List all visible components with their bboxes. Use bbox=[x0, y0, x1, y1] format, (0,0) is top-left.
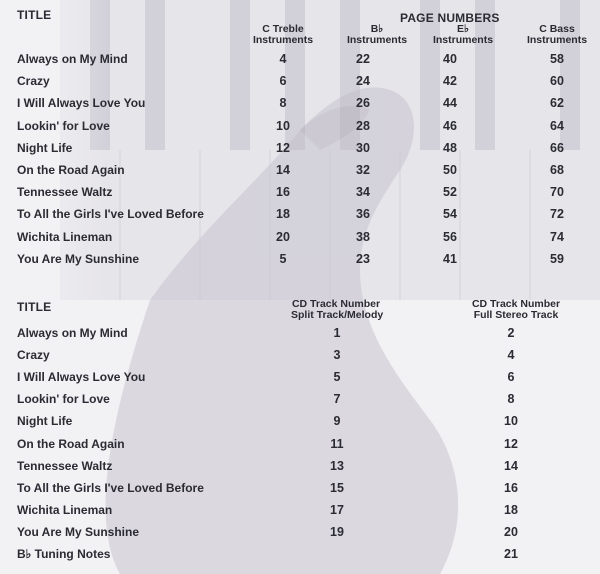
page-number-cell: 32 bbox=[356, 163, 370, 177]
column-header-line1: C Bass bbox=[539, 23, 575, 35]
page-number-cell: 56 bbox=[443, 229, 457, 244]
cd-track-cell: 13 bbox=[330, 458, 344, 473]
page-number-cell: 64 bbox=[550, 118, 564, 133]
cd-track-cell: 2 bbox=[507, 326, 515, 340]
cd-track-cell: 21 bbox=[504, 547, 518, 561]
page-number-cell: 41 bbox=[443, 251, 457, 266]
page-number-cell: 28 bbox=[356, 118, 370, 133]
song-title: Always on My Mind bbox=[17, 52, 128, 66]
song-title: I Will Always Love You bbox=[17, 96, 146, 111]
page-column-header bbox=[418, 24, 508, 46]
song-title: To All the Girls I've Loved Before bbox=[17, 207, 204, 222]
song-title: On the Road Again bbox=[17, 436, 125, 451]
page-number-cell: 59 bbox=[550, 251, 564, 266]
page-number-cell: 36 bbox=[356, 207, 370, 222]
cd-track-cell: 5 bbox=[333, 370, 341, 385]
page-number-cell: 58 bbox=[550, 52, 564, 66]
page-number-cell: 30 bbox=[356, 140, 370, 155]
column-header-line2: Full Stereo Track bbox=[473, 309, 559, 321]
column-header-line2: Instruments bbox=[526, 34, 588, 46]
song-title: Crazy bbox=[17, 74, 50, 89]
cd-track-cell: 6 bbox=[507, 370, 515, 385]
cd-track-cell: 14 bbox=[504, 458, 518, 473]
song-title: On the Road Again bbox=[17, 163, 125, 177]
column-header-line2: Instruments bbox=[432, 34, 494, 46]
page-number-cell: 16 bbox=[276, 185, 290, 200]
page-number-cell: 26 bbox=[356, 96, 370, 111]
song-title: Night Life bbox=[17, 414, 73, 429]
cd-track-cell: 9 bbox=[333, 414, 341, 429]
cd-track-cell: 18 bbox=[504, 502, 518, 517]
page-number-cell: 14 bbox=[276, 163, 290, 177]
page-number-cell: 44 bbox=[443, 96, 457, 111]
page-number-cell: 42 bbox=[443, 74, 457, 89]
page-number-cell: 8 bbox=[279, 96, 287, 111]
title-column-header: TITLE bbox=[17, 300, 52, 314]
page-number-cell: 12 bbox=[276, 140, 290, 155]
song-title: Lookin' for Love bbox=[17, 118, 110, 133]
page-number-cell: 48 bbox=[443, 140, 457, 155]
song-title: Lookin' for Love bbox=[17, 392, 110, 407]
cd-track-cell: 3 bbox=[333, 348, 341, 363]
page-number-cell: 54 bbox=[443, 207, 457, 222]
page-number-cell: 38 bbox=[356, 229, 370, 244]
page-number-cell: 18 bbox=[276, 207, 290, 222]
page-number-cell: 22 bbox=[356, 52, 370, 66]
column-header-line2: Split Track/Melody bbox=[291, 309, 384, 321]
page-number-cell: 52 bbox=[443, 185, 457, 200]
song-title: Tennessee Waltz bbox=[17, 185, 113, 200]
cd-track-cell: 1 bbox=[333, 326, 341, 340]
page-number-cell: 72 bbox=[550, 207, 564, 222]
page-number-cell: 74 bbox=[550, 229, 564, 244]
page-number-cell: 34 bbox=[356, 185, 370, 200]
page-number-cell: 5 bbox=[279, 251, 287, 266]
song-title: Wichita Lineman bbox=[17, 229, 113, 244]
song-title: To All the Girls I've Loved Before bbox=[17, 480, 204, 495]
page-number-cell: 68 bbox=[550, 163, 564, 177]
page-column-header bbox=[512, 24, 600, 46]
song-title: B♭ Tuning Notes bbox=[17, 547, 111, 561]
page-number-cell: 20 bbox=[276, 229, 290, 244]
column-header-line1: C Treble bbox=[262, 23, 304, 35]
cd-track-column-header bbox=[291, 298, 384, 321]
page-number-cell: 10 bbox=[276, 118, 290, 133]
title-column-header: TITLE bbox=[17, 8, 52, 22]
cd-track-cell: 10 bbox=[504, 414, 518, 429]
cd-track-cell: 12 bbox=[504, 436, 518, 451]
page-number-cell: 60 bbox=[550, 74, 564, 89]
cd-track-cell: 16 bbox=[504, 480, 518, 495]
page-number-cell: 6 bbox=[279, 74, 287, 89]
column-header-line1: B♭ bbox=[370, 23, 384, 35]
column-header-line1: CD Track Number bbox=[471, 298, 561, 310]
page-number-cell: 4 bbox=[279, 52, 287, 66]
cd-track-cell: 19 bbox=[330, 524, 344, 539]
song-title: I Will Always Love You bbox=[17, 370, 146, 385]
page-number-cell: 23 bbox=[356, 251, 370, 266]
cd-track-cell: 7 bbox=[333, 392, 341, 407]
song-title: You Are My Sunshine bbox=[17, 524, 140, 539]
page-number-cell: 62 bbox=[550, 96, 564, 111]
song-title: Tennessee Waltz bbox=[17, 458, 113, 473]
column-header-line1: E♭ bbox=[457, 23, 469, 35]
song-title: You Are My Sunshine bbox=[17, 251, 140, 266]
column-header-line1: CD Track Number bbox=[291, 298, 381, 310]
page-numbers-header: PAGE NUMBERS bbox=[400, 11, 500, 25]
page-number-cell: 24 bbox=[356, 74, 370, 89]
page-column-header bbox=[238, 24, 328, 46]
page-number-cell: 46 bbox=[443, 118, 457, 133]
page-number-cell: 70 bbox=[550, 185, 564, 200]
cd-track-cell: 17 bbox=[330, 502, 344, 517]
page-number-cell: 66 bbox=[550, 140, 564, 155]
cd-track-cell: 20 bbox=[504, 524, 518, 539]
cd-track-cell: 8 bbox=[507, 392, 515, 407]
cd-track-cell: 4 bbox=[507, 348, 515, 363]
page-number-cell: 40 bbox=[443, 52, 457, 66]
cd-track-cell: 11 bbox=[330, 436, 344, 451]
song-title: Crazy bbox=[17, 348, 50, 363]
cd-track-column-header bbox=[471, 299, 561, 321]
page-number-cell: 50 bbox=[443, 163, 457, 177]
song-title: Night Life bbox=[17, 140, 73, 155]
song-title: Always on My Mind bbox=[17, 326, 128, 340]
column-header-line2: Instruments bbox=[346, 34, 408, 46]
cd-track-cell: 15 bbox=[330, 480, 344, 495]
column-header-line2: Instruments bbox=[252, 34, 314, 46]
page-column-header bbox=[332, 24, 422, 46]
song-title: Wichita Lineman bbox=[17, 502, 113, 517]
